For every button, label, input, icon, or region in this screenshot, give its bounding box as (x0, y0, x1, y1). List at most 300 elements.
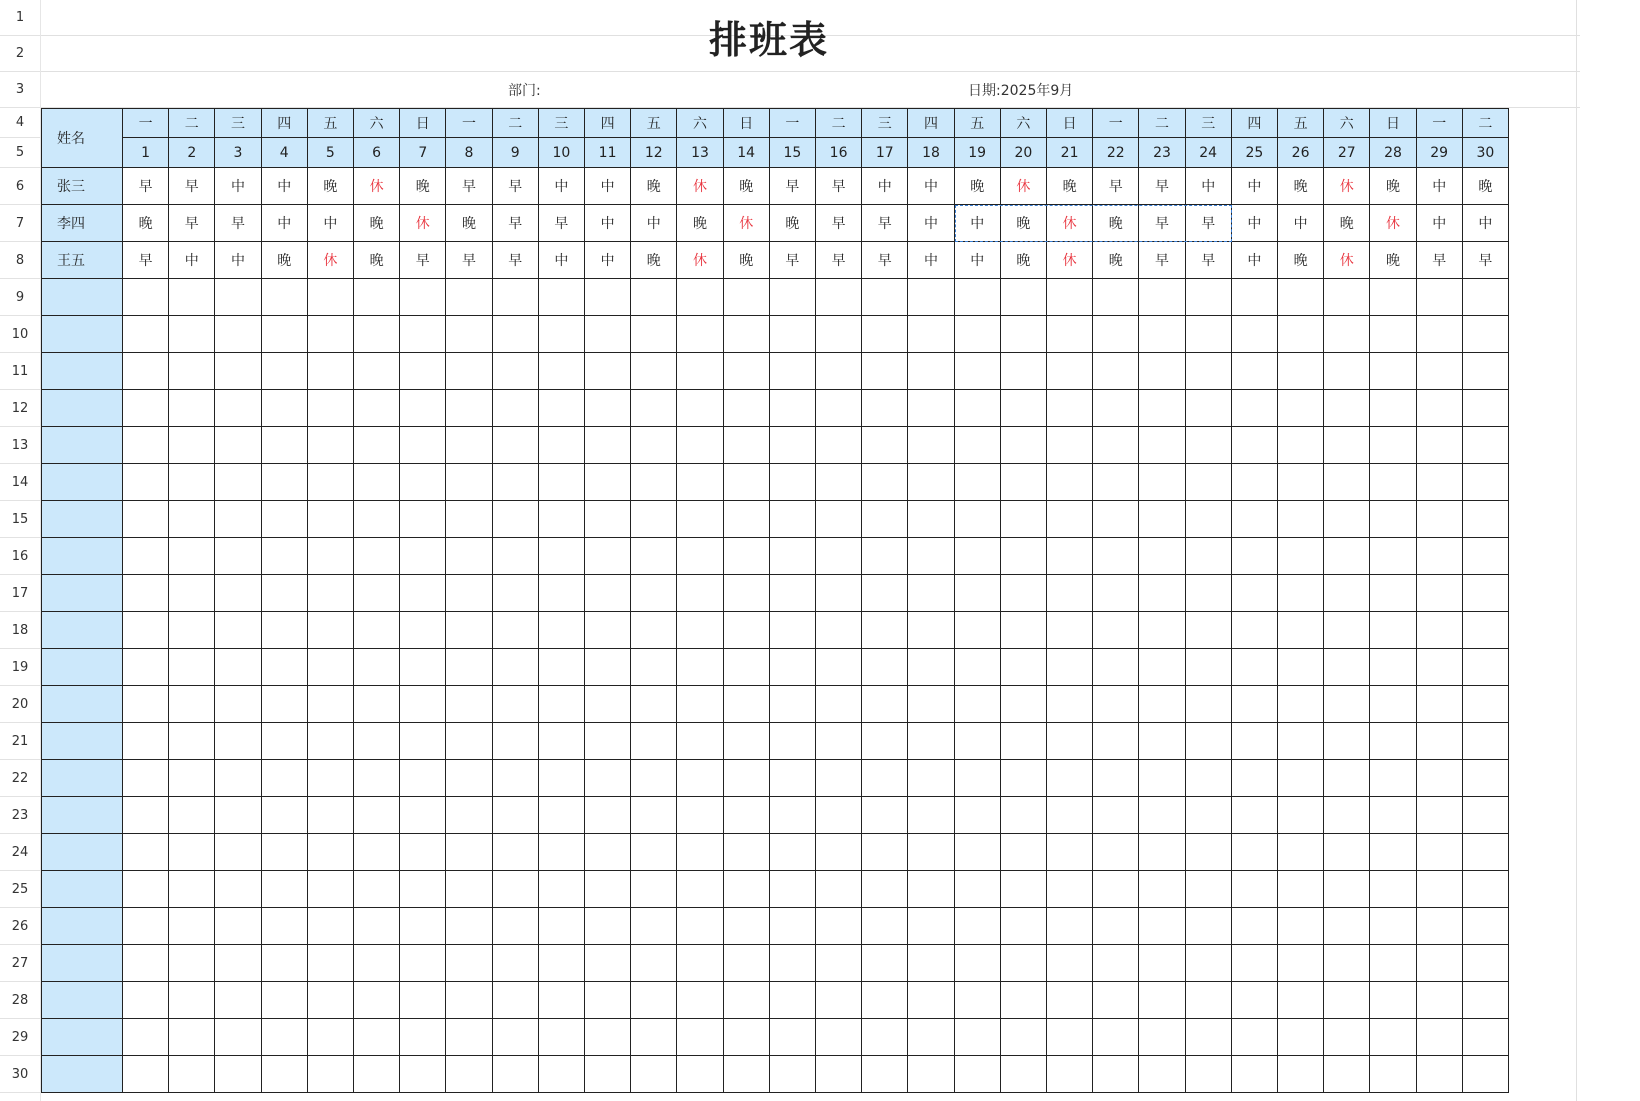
shift-cell[interactable] (262, 982, 308, 1019)
shift-cell[interactable]: 早 (770, 168, 816, 205)
shift-cell[interactable] (215, 686, 261, 723)
shift-cell[interactable] (1139, 982, 1185, 1019)
shift-cell[interactable] (446, 945, 492, 982)
shift-cell[interactable] (123, 464, 169, 501)
shift-cell[interactable] (400, 538, 446, 575)
shift-cell[interactable] (1093, 871, 1139, 908)
shift-cell[interactable] (262, 686, 308, 723)
shift-cell[interactable] (1324, 427, 1370, 464)
shift-cell[interactable] (1093, 316, 1139, 353)
shift-cell[interactable] (1417, 501, 1463, 538)
shift-cell[interactable]: 早 (1417, 242, 1463, 279)
staff-name-cell[interactable] (41, 834, 123, 871)
shift-cell[interactable] (908, 871, 954, 908)
shift-cell[interactable] (1417, 427, 1463, 464)
shift-cell[interactable]: 中 (215, 168, 261, 205)
shift-cell[interactable] (1047, 279, 1093, 316)
weekday-header[interactable]: 三 (215, 108, 261, 138)
shift-cell[interactable] (1370, 760, 1416, 797)
day-header[interactable]: 26 (1278, 138, 1324, 168)
shift-cell[interactable] (354, 427, 400, 464)
shift-cell[interactable] (585, 982, 631, 1019)
shift-cell[interactable]: 中 (262, 205, 308, 242)
shift-cell[interactable] (215, 575, 261, 612)
shift-cell[interactable] (354, 316, 400, 353)
shift-cell[interactable] (1324, 575, 1370, 612)
shift-cell[interactable] (770, 723, 816, 760)
shift-cell[interactable] (1417, 1056, 1463, 1093)
shift-cell[interactable] (677, 871, 723, 908)
shift-cell[interactable] (539, 279, 585, 316)
shift-cell[interactable] (215, 797, 261, 834)
shift-cell[interactable] (770, 871, 816, 908)
shift-cell[interactable] (308, 908, 354, 945)
shift-cell[interactable] (1093, 279, 1139, 316)
staff-name-cell[interactable] (41, 279, 123, 316)
shift-cell[interactable] (1093, 1056, 1139, 1093)
shift-cell[interactable] (354, 908, 400, 945)
shift-cell[interactable] (1324, 612, 1370, 649)
shift-cell[interactable] (446, 686, 492, 723)
shift-cell[interactable] (446, 464, 492, 501)
shift-cell[interactable] (585, 834, 631, 871)
shift-cell[interactable] (215, 316, 261, 353)
shift-cell[interactable] (169, 279, 215, 316)
shift-cell[interactable] (1139, 464, 1185, 501)
shift-cell[interactable] (215, 427, 261, 464)
shift-cell[interactable] (1047, 316, 1093, 353)
shift-cell[interactable] (908, 834, 954, 871)
shift-cell[interactable] (354, 982, 400, 1019)
shift-cell[interactable] (677, 982, 723, 1019)
shift-cell[interactable] (215, 982, 261, 1019)
shift-cell[interactable] (1232, 982, 1278, 1019)
shift-cell[interactable] (446, 353, 492, 390)
shift-cell[interactable] (677, 908, 723, 945)
shift-cell[interactable] (1047, 760, 1093, 797)
shift-cell[interactable] (1232, 945, 1278, 982)
shift-cell[interactable] (724, 464, 770, 501)
shift-cell[interactable] (1324, 871, 1370, 908)
shift-cell[interactable] (862, 501, 908, 538)
shift-cell[interactable] (169, 1056, 215, 1093)
shift-cell[interactable] (862, 982, 908, 1019)
weekday-header[interactable]: 二 (1139, 108, 1185, 138)
shift-cell[interactable] (908, 464, 954, 501)
row-number[interactable]: 10 (0, 316, 40, 353)
shift-cell[interactable] (955, 1056, 1001, 1093)
row-number[interactable]: 4 (0, 108, 40, 138)
shift-cell[interactable] (1093, 390, 1139, 427)
day-header[interactable]: 16 (816, 138, 862, 168)
shift-cell[interactable] (724, 1056, 770, 1093)
shift-cell[interactable] (1139, 834, 1185, 871)
shift-cell[interactable] (816, 279, 862, 316)
shift-cell[interactable] (1463, 1056, 1509, 1093)
weekday-header[interactable]: 一 (770, 108, 816, 138)
staff-name-cell[interactable] (41, 575, 123, 612)
shift-cell[interactable] (169, 797, 215, 834)
shift-cell[interactable] (1186, 575, 1232, 612)
shift-cell[interactable] (1417, 538, 1463, 575)
shift-cell[interactable] (262, 390, 308, 427)
shift-cell[interactable]: 晚 (1278, 242, 1324, 279)
shift-cell[interactable] (631, 760, 677, 797)
shift-cell[interactable] (1324, 723, 1370, 760)
shift-cell[interactable] (446, 871, 492, 908)
shift-cell[interactable] (400, 760, 446, 797)
shift-cell[interactable]: 早 (862, 242, 908, 279)
shift-cell[interactable] (770, 390, 816, 427)
shift-cell[interactable]: 早 (1463, 242, 1509, 279)
shift-cell[interactable] (1001, 871, 1047, 908)
shift-cell[interactable]: 中 (169, 242, 215, 279)
shift-cell[interactable] (955, 649, 1001, 686)
weekday-header[interactable]: 日 (1370, 108, 1416, 138)
shift-cell[interactable] (123, 908, 169, 945)
shift-cell[interactable] (1186, 316, 1232, 353)
shift-cell[interactable] (724, 427, 770, 464)
shift-cell[interactable] (816, 390, 862, 427)
shift-cell[interactable] (1232, 427, 1278, 464)
weekday-header[interactable]: 日 (400, 108, 446, 138)
staff-name-cell[interactable] (41, 945, 123, 982)
shift-cell[interactable] (123, 390, 169, 427)
shift-cell[interactable] (1278, 1019, 1324, 1056)
shift-cell[interactable] (862, 1056, 908, 1093)
shift-cell[interactable] (123, 834, 169, 871)
shift-cell[interactable]: 中 (539, 168, 585, 205)
shift-cell[interactable]: 晚 (262, 242, 308, 279)
shift-cell[interactable] (724, 982, 770, 1019)
shift-cell[interactable] (1186, 797, 1232, 834)
shift-cell[interactable] (493, 538, 539, 575)
shift-cell[interactable] (955, 538, 1001, 575)
day-header[interactable]: 17 (862, 138, 908, 168)
shift-cell[interactable]: 休 (677, 168, 723, 205)
shift-cell[interactable] (908, 797, 954, 834)
shift-cell[interactable] (724, 908, 770, 945)
shift-cell[interactable] (908, 723, 954, 760)
shift-cell[interactable] (262, 797, 308, 834)
shift-cell[interactable] (446, 1019, 492, 1056)
weekday-header[interactable]: 五 (631, 108, 677, 138)
shift-cell[interactable] (770, 1056, 816, 1093)
shift-cell[interactable] (169, 538, 215, 575)
weekday-header[interactable]: 一 (123, 108, 169, 138)
shift-cell[interactable] (1093, 427, 1139, 464)
shift-cell[interactable] (770, 427, 816, 464)
shift-cell[interactable]: 中 (1417, 205, 1463, 242)
shift-cell[interactable] (539, 1019, 585, 1056)
shift-cell[interactable] (169, 834, 215, 871)
shift-cell[interactable] (955, 686, 1001, 723)
shift-cell[interactable] (631, 390, 677, 427)
shift-cell[interactable] (724, 575, 770, 612)
shift-cell[interactable]: 晚 (724, 168, 770, 205)
shift-cell[interactable] (446, 723, 492, 760)
shift-cell[interactable] (770, 612, 816, 649)
row-number[interactable]: 17 (0, 575, 40, 612)
shift-cell[interactable] (354, 353, 400, 390)
shift-cell[interactable]: 晚 (1001, 205, 1047, 242)
shift-cell[interactable] (1417, 982, 1463, 1019)
shift-cell[interactable] (1370, 427, 1416, 464)
shift-cell[interactable] (169, 945, 215, 982)
shift-cell[interactable] (1417, 723, 1463, 760)
shift-cell[interactable] (862, 316, 908, 353)
shift-cell[interactable] (446, 797, 492, 834)
shift-cell[interactable] (1047, 649, 1093, 686)
row-number[interactable]: 7 (0, 205, 40, 242)
shift-cell[interactable] (677, 427, 723, 464)
shift-cell[interactable] (1232, 649, 1278, 686)
shift-cell[interactable] (631, 612, 677, 649)
shift-cell[interactable] (1186, 982, 1232, 1019)
shift-cell[interactable] (1417, 390, 1463, 427)
shift-cell[interactable] (862, 538, 908, 575)
shift-cell[interactable] (908, 686, 954, 723)
shift-cell[interactable] (539, 353, 585, 390)
shift-cell[interactable] (677, 945, 723, 982)
shift-cell[interactable] (585, 797, 631, 834)
shift-cell[interactable] (631, 538, 677, 575)
day-header[interactable]: 14 (724, 138, 770, 168)
row-number[interactable]: 20 (0, 686, 40, 723)
weekday-header[interactable]: 三 (539, 108, 585, 138)
shift-cell[interactable] (1278, 279, 1324, 316)
shift-cell[interactable] (1047, 538, 1093, 575)
shift-cell[interactable]: 晚 (1370, 242, 1416, 279)
shift-cell[interactable] (862, 390, 908, 427)
shift-cell[interactable] (1093, 501, 1139, 538)
shift-cell[interactable] (1232, 612, 1278, 649)
day-header[interactable]: 30 (1463, 138, 1509, 168)
shift-cell[interactable] (1370, 797, 1416, 834)
shift-cell[interactable] (677, 464, 723, 501)
shift-cell[interactable] (1278, 575, 1324, 612)
shift-cell[interactable] (1001, 686, 1047, 723)
shift-cell[interactable] (1093, 834, 1139, 871)
shift-cell[interactable] (1463, 575, 1509, 612)
shift-cell[interactable] (308, 945, 354, 982)
shift-cell[interactable] (908, 279, 954, 316)
shift-cell[interactable] (724, 649, 770, 686)
shift-cell[interactable] (955, 834, 1001, 871)
shift-cell[interactable] (123, 279, 169, 316)
shift-cell[interactable] (1278, 760, 1324, 797)
shift-cell[interactable] (677, 575, 723, 612)
shift-cell[interactable] (446, 538, 492, 575)
shift-cell[interactable] (724, 501, 770, 538)
shift-cell[interactable] (169, 464, 215, 501)
shift-cell[interactable] (1047, 945, 1093, 982)
shift-cell[interactable] (1324, 1019, 1370, 1056)
day-header[interactable]: 8 (446, 138, 492, 168)
shift-cell[interactable] (1093, 612, 1139, 649)
shift-cell[interactable] (631, 834, 677, 871)
shift-cell[interactable] (262, 834, 308, 871)
shift-cell[interactable]: 晚 (308, 168, 354, 205)
shift-cell[interactable] (1186, 760, 1232, 797)
shift-cell[interactable]: 早 (1139, 168, 1185, 205)
shift-cell[interactable] (354, 538, 400, 575)
shift-cell[interactable] (585, 390, 631, 427)
shift-cell[interactable] (1139, 1056, 1185, 1093)
shift-cell[interactable] (169, 575, 215, 612)
day-header[interactable]: 10 (539, 138, 585, 168)
shift-cell[interactable] (677, 538, 723, 575)
shift-cell[interactable] (770, 464, 816, 501)
shift-cell[interactable]: 早 (123, 242, 169, 279)
shift-cell[interactable] (724, 723, 770, 760)
shift-cell[interactable]: 早 (1186, 242, 1232, 279)
shift-cell[interactable] (308, 723, 354, 760)
shift-cell[interactable] (493, 501, 539, 538)
shift-cell[interactable] (400, 316, 446, 353)
shift-cell[interactable] (400, 797, 446, 834)
shift-cell[interactable] (493, 1056, 539, 1093)
shift-cell[interactable] (1186, 390, 1232, 427)
shift-cell[interactable] (169, 316, 215, 353)
shift-cell[interactable]: 中 (908, 242, 954, 279)
shift-cell[interactable] (1370, 871, 1416, 908)
shift-cell[interactable] (1232, 464, 1278, 501)
shift-cell[interactable] (215, 834, 261, 871)
shift-cell[interactable] (631, 1019, 677, 1056)
shift-cell[interactable]: 中 (308, 205, 354, 242)
shift-cell[interactable] (1047, 501, 1093, 538)
shift-cell[interactable]: 中 (1232, 205, 1278, 242)
shift-cell[interactable] (724, 390, 770, 427)
shift-cell[interactable] (493, 353, 539, 390)
shift-cell[interactable] (816, 1019, 862, 1056)
shift-cell[interactable] (770, 834, 816, 871)
weekday-header[interactable]: 二 (1463, 108, 1509, 138)
shift-cell[interactable] (1186, 464, 1232, 501)
shift-cell[interactable] (677, 1056, 723, 1093)
shift-cell[interactable] (770, 945, 816, 982)
shift-cell[interactable] (816, 797, 862, 834)
shift-cell[interactable] (1324, 353, 1370, 390)
weekday-header[interactable]: 二 (816, 108, 862, 138)
shift-cell[interactable] (354, 279, 400, 316)
shift-cell[interactable] (770, 501, 816, 538)
day-header[interactable]: 22 (1093, 138, 1139, 168)
shift-cell[interactable] (446, 649, 492, 686)
shift-cell[interactable] (1463, 427, 1509, 464)
shift-cell[interactable] (585, 871, 631, 908)
shift-cell[interactable] (1324, 686, 1370, 723)
shift-cell[interactable] (1001, 279, 1047, 316)
shift-cell[interactable]: 晚 (1324, 205, 1370, 242)
shift-cell[interactable] (724, 871, 770, 908)
shift-cell[interactable] (1186, 538, 1232, 575)
shift-cell[interactable]: 早 (1186, 205, 1232, 242)
shift-cell[interactable] (955, 427, 1001, 464)
shift-cell[interactable] (585, 760, 631, 797)
shift-cell[interactable] (1186, 427, 1232, 464)
shift-cell[interactable] (862, 353, 908, 390)
shift-cell[interactable] (1001, 723, 1047, 760)
row-number[interactable]: 2 (0, 36, 40, 72)
name-header[interactable]: 姓名 (41, 108, 123, 168)
shift-cell[interactable] (1370, 649, 1416, 686)
shift-cell[interactable]: 中 (1463, 205, 1509, 242)
shift-cell[interactable] (770, 797, 816, 834)
shift-cell[interactable]: 休 (354, 168, 400, 205)
shift-cell[interactable] (1001, 1056, 1047, 1093)
shift-cell[interactable] (677, 279, 723, 316)
shift-cell[interactable] (816, 686, 862, 723)
shift-cell[interactable] (724, 279, 770, 316)
shift-cell[interactable] (262, 538, 308, 575)
shift-cell[interactable]: 早 (493, 205, 539, 242)
shift-cell[interactable] (677, 760, 723, 797)
staff-name-cell[interactable] (41, 464, 123, 501)
shift-cell[interactable] (631, 427, 677, 464)
shift-cell[interactable] (215, 723, 261, 760)
shift-cell[interactable] (1463, 316, 1509, 353)
shift-cell[interactable] (1417, 760, 1463, 797)
shift-cell[interactable] (1463, 723, 1509, 760)
shift-cell[interactable] (308, 982, 354, 1019)
shift-cell[interactable] (1463, 612, 1509, 649)
day-header[interactable]: 7 (400, 138, 446, 168)
shift-cell[interactable]: 早 (493, 242, 539, 279)
staff-name-cell[interactable] (41, 982, 123, 1019)
shift-cell[interactable] (123, 538, 169, 575)
weekday-header[interactable]: 日 (1047, 108, 1093, 138)
shift-cell[interactable]: 晚 (1047, 168, 1093, 205)
shift-cell[interactable] (493, 686, 539, 723)
shift-cell[interactable] (539, 1056, 585, 1093)
shift-cell[interactable] (1139, 797, 1185, 834)
shift-cell[interactable]: 晚 (354, 205, 400, 242)
shift-cell[interactable] (1186, 871, 1232, 908)
row-number[interactable]: 15 (0, 501, 40, 538)
shift-cell[interactable]: 早 (169, 168, 215, 205)
shift-cell[interactable]: 休 (400, 205, 446, 242)
shift-cell[interactable] (1278, 427, 1324, 464)
shift-cell[interactable] (1232, 797, 1278, 834)
shift-cell[interactable] (1278, 538, 1324, 575)
shift-cell[interactable] (1370, 945, 1416, 982)
staff-name-cell[interactable] (41, 612, 123, 649)
day-header[interactable]: 3 (215, 138, 261, 168)
shift-cell[interactable] (955, 464, 1001, 501)
shift-cell[interactable] (493, 945, 539, 982)
shift-cell[interactable] (262, 760, 308, 797)
shift-cell[interactable] (955, 279, 1001, 316)
staff-name-cell[interactable] (41, 686, 123, 723)
shift-cell[interactable] (1417, 834, 1463, 871)
shift-cell[interactable] (354, 871, 400, 908)
weekday-header[interactable]: 六 (1001, 108, 1047, 138)
shift-cell[interactable] (1463, 353, 1509, 390)
shift-cell[interactable] (262, 945, 308, 982)
shift-cell[interactable] (1370, 686, 1416, 723)
shift-cell[interactable] (724, 353, 770, 390)
shift-cell[interactable] (123, 871, 169, 908)
shift-cell[interactable] (215, 353, 261, 390)
shift-cell[interactable] (1417, 353, 1463, 390)
shift-cell[interactable]: 晚 (1001, 242, 1047, 279)
weekday-header[interactable]: 六 (1324, 108, 1370, 138)
row-number[interactable]: 3 (0, 72, 40, 108)
weekday-header[interactable]: 五 (308, 108, 354, 138)
shift-cell[interactable] (585, 353, 631, 390)
